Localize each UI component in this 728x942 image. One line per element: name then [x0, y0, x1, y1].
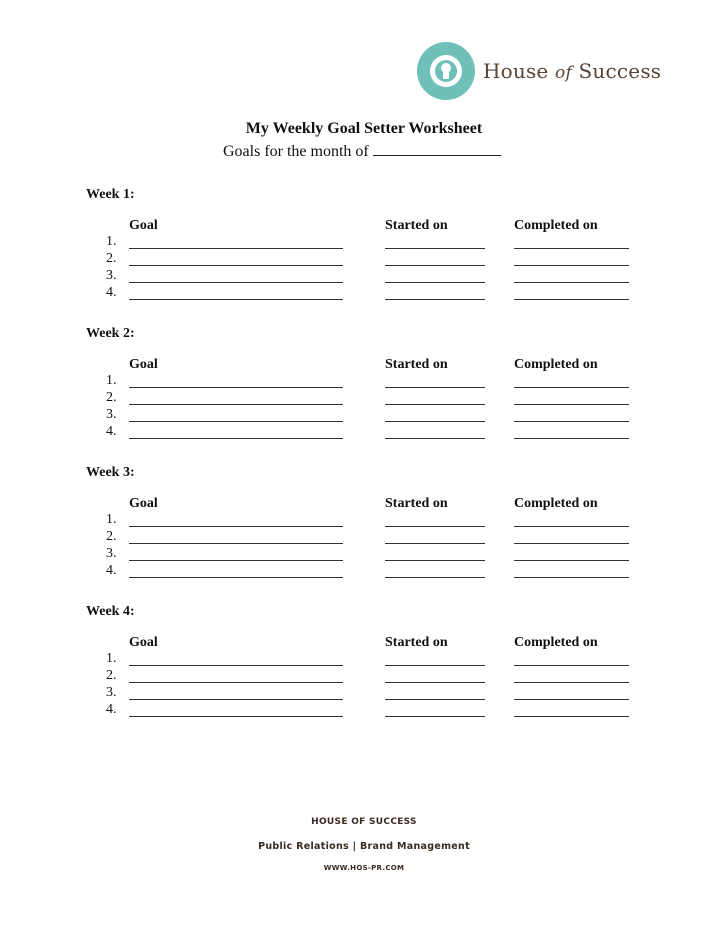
goal-row	[0, 251, 728, 268]
completed-header: Completed on	[514, 357, 598, 372]
goal-blank[interactable]	[129, 248, 343, 249]
row-number: 2.	[106, 529, 117, 544]
goal-blank[interactable]	[129, 699, 343, 700]
logo-wordmark: House of Success	[483, 59, 662, 83]
goal-blank[interactable]	[129, 404, 343, 405]
started-blank[interactable]	[385, 299, 485, 300]
started-blank[interactable]	[385, 438, 485, 439]
completed-blank[interactable]	[514, 282, 629, 283]
completed-blank[interactable]	[514, 560, 629, 561]
goal-row	[0, 563, 728, 580]
footer-company: HOUSE OF SUCCESS	[311, 817, 417, 827]
started-blank[interactable]	[385, 421, 485, 422]
goal-blank[interactable]	[129, 543, 343, 544]
completed-blank[interactable]	[514, 577, 629, 578]
completed-blank[interactable]	[514, 299, 629, 300]
completed-blank[interactable]	[514, 526, 629, 527]
goal-blank[interactable]	[129, 716, 343, 717]
started-blank[interactable]	[385, 248, 485, 249]
started-blank[interactable]	[385, 577, 485, 578]
completed-blank[interactable]	[514, 716, 629, 717]
completed-blank[interactable]	[514, 248, 629, 249]
completed-blank[interactable]	[514, 682, 629, 683]
row-number: 1.	[106, 651, 117, 666]
goal-row	[0, 285, 728, 302]
started-blank[interactable]	[385, 560, 485, 561]
goal-row	[0, 268, 728, 285]
footer-website[interactable]: WWW.HOS-PR.COM	[323, 864, 405, 872]
row-number: 1.	[106, 373, 117, 388]
goal-row	[0, 234, 728, 251]
row-number: 1.	[106, 512, 117, 527]
week-label: Week 4:	[86, 604, 135, 619]
completed-blank[interactable]	[514, 387, 629, 388]
row-number: 2.	[106, 390, 117, 405]
goal-header: Goal	[129, 635, 158, 650]
completed-blank[interactable]	[514, 438, 629, 439]
completed-blank[interactable]	[514, 699, 629, 700]
started-blank[interactable]	[385, 543, 485, 544]
goal-header: Goal	[129, 496, 158, 511]
goal-blank[interactable]	[129, 438, 343, 439]
goal-row	[0, 685, 728, 702]
goal-blank[interactable]	[129, 265, 343, 266]
started-blank[interactable]	[385, 665, 485, 666]
keyhole-icon	[417, 42, 475, 100]
completed-blank[interactable]	[514, 404, 629, 405]
goal-blank[interactable]	[129, 282, 343, 283]
completed-blank[interactable]	[514, 665, 629, 666]
row-number: 2.	[106, 251, 117, 266]
row-number: 4.	[106, 285, 117, 300]
started-blank[interactable]	[385, 265, 485, 266]
started-blank[interactable]	[385, 404, 485, 405]
goal-row	[0, 390, 728, 407]
started-header: Started on	[385, 357, 448, 372]
goal-blank[interactable]	[129, 526, 343, 527]
row-number: 3.	[106, 685, 117, 700]
row-number: 4.	[106, 702, 117, 717]
completed-header: Completed on	[514, 218, 598, 233]
goal-row	[0, 702, 728, 719]
started-header: Started on	[385, 635, 448, 650]
row-number: 4.	[106, 563, 117, 578]
row-number: 1.	[106, 234, 117, 249]
goal-row	[0, 424, 728, 441]
started-header: Started on	[385, 496, 448, 511]
month-line: Goals for the month of	[223, 141, 501, 161]
week-label: Week 2:	[86, 326, 135, 341]
footer-services: Public Relations | Brand Management	[258, 841, 470, 852]
row-number: 4.	[106, 424, 117, 439]
row-number: 2.	[106, 668, 117, 683]
started-blank[interactable]	[385, 682, 485, 683]
row-number: 3.	[106, 407, 117, 422]
goal-blank[interactable]	[129, 421, 343, 422]
goal-row	[0, 512, 728, 529]
started-blank[interactable]	[385, 699, 485, 700]
goal-row	[0, 668, 728, 685]
goal-blank[interactable]	[129, 665, 343, 666]
goal-row	[0, 373, 728, 390]
started-blank[interactable]	[385, 282, 485, 283]
completed-blank[interactable]	[514, 265, 629, 266]
week-label: Week 3:	[86, 465, 135, 480]
goal-blank[interactable]	[129, 682, 343, 683]
goal-header: Goal	[129, 218, 158, 233]
completed-header: Completed on	[514, 635, 598, 650]
started-blank[interactable]	[385, 526, 485, 527]
goal-blank[interactable]	[129, 387, 343, 388]
completed-header: Completed on	[514, 496, 598, 511]
worksheet-title: My Weekly Goal Setter Worksheet	[245, 120, 483, 137]
row-number: 3.	[106, 268, 117, 283]
completed-blank[interactable]	[514, 543, 629, 544]
goal-row	[0, 407, 728, 424]
house-of-success-logo	[417, 42, 661, 100]
week-label: Week 1:	[86, 187, 135, 202]
started-blank[interactable]	[385, 387, 485, 388]
goal-row	[0, 529, 728, 546]
goal-row	[0, 546, 728, 563]
goal-row	[0, 651, 728, 668]
row-number: 3.	[106, 546, 117, 561]
goal-blank[interactable]	[129, 577, 343, 578]
goal-header: Goal	[129, 357, 158, 372]
completed-blank[interactable]	[514, 421, 629, 422]
goal-blank[interactable]	[129, 299, 343, 300]
started-blank[interactable]	[385, 716, 485, 717]
month-blank[interactable]	[373, 141, 501, 156]
started-header: Started on	[385, 218, 448, 233]
goal-blank[interactable]	[129, 560, 343, 561]
